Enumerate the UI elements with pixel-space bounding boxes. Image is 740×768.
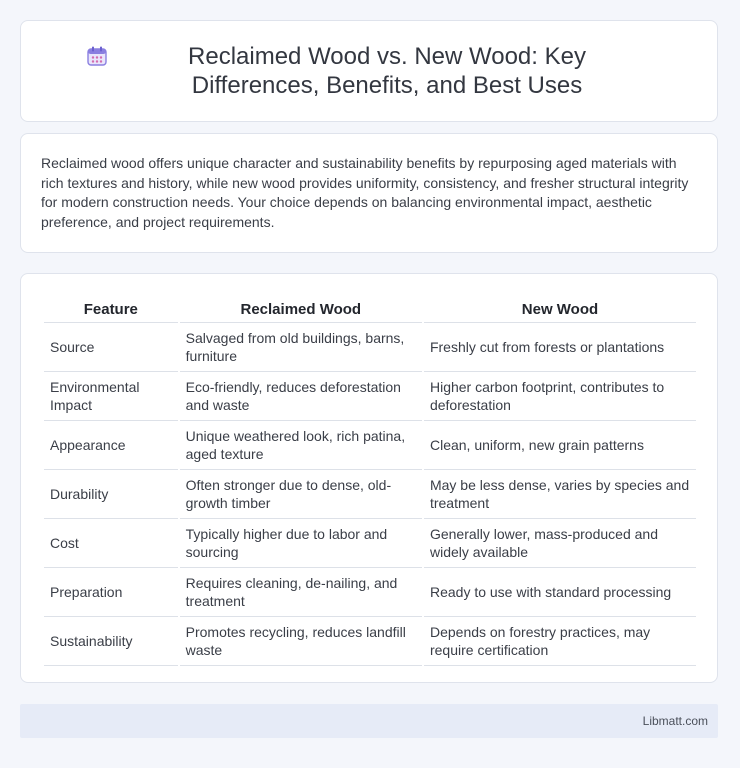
comparison-table-card xyxy=(20,273,718,683)
feature-cell: Sustainability xyxy=(44,617,178,666)
new-wood-cell: Ready to use with standard processing xyxy=(424,568,696,617)
feature-cell: Durability xyxy=(44,470,178,519)
feature-cell: Source xyxy=(44,323,178,372)
header-inner xyxy=(86,42,652,100)
intro-card xyxy=(20,133,718,253)
table-row xyxy=(44,568,696,617)
new-wood-cell: Clean, uniform, new grain patterns xyxy=(424,421,696,470)
reclaimed-cell: Promotes recycling, reduces landfill waste xyxy=(180,617,422,666)
table-row xyxy=(44,372,696,421)
reclaimed-cell: Typically higher due to labor and sourcing xyxy=(180,519,422,568)
header-feature: Feature xyxy=(44,294,178,323)
feature-cell: Environmental Impact xyxy=(44,372,178,421)
calendar-icon xyxy=(86,45,108,67)
reclaimed-cell: Eco-friendly, reduces deforestation and waste xyxy=(180,372,422,421)
footer-bar xyxy=(20,704,718,738)
new-wood-cell: Higher carbon footprint, contributes to deforestation xyxy=(424,372,696,421)
table-row xyxy=(44,421,696,470)
reclaimed-cell: Often stronger due to dense, old-growth timber xyxy=(180,470,422,519)
table-row xyxy=(44,617,696,666)
new-wood-cell: May be less dense, varies by species and treatment xyxy=(424,470,696,519)
comparison-table xyxy=(42,294,698,666)
feature-cell: Preparation xyxy=(44,568,178,617)
reclaimed-cell: Requires cleaning, de-nailing, and treatment xyxy=(180,568,422,617)
reclaimed-cell: Salvaged from old buildings, barns, furniture xyxy=(180,323,422,372)
feature-cell: Appearance xyxy=(44,421,178,470)
intro-text: Reclaimed wood offers unique character and sustainability benefits by repurposing aged materials with rich textures and history, while new wood provides uniformity, consistency, and fresher structural integrity for modern construction needs. Your choice depends on balancing environmental impact, aesthetic preference, and project requirements. xyxy=(41,155,689,230)
table-row xyxy=(44,519,696,568)
header-card xyxy=(20,20,718,122)
page-title: Reclaimed Wood vs. New Wood: Key Differences, Benefits, and Best Uses xyxy=(188,43,586,99)
new-wood-cell: Freshly cut from forests or plantations xyxy=(424,323,696,372)
new-wood-cell: Depends on forestry practices, may require certification xyxy=(424,617,696,666)
footer-site-link[interactable]: Libmatt.com xyxy=(642,714,708,728)
reclaimed-cell: Unique weathered look, rich patina, aged texture xyxy=(180,421,422,470)
table-header-row xyxy=(44,294,696,323)
header-reclaimed-wood: Reclaimed Wood xyxy=(180,294,422,323)
table-row xyxy=(44,470,696,519)
header-new-wood: New Wood xyxy=(424,294,696,323)
feature-cell: Cost xyxy=(44,519,178,568)
new-wood-cell: Generally lower, mass-produced and widely available xyxy=(424,519,696,568)
table-row xyxy=(44,323,696,372)
